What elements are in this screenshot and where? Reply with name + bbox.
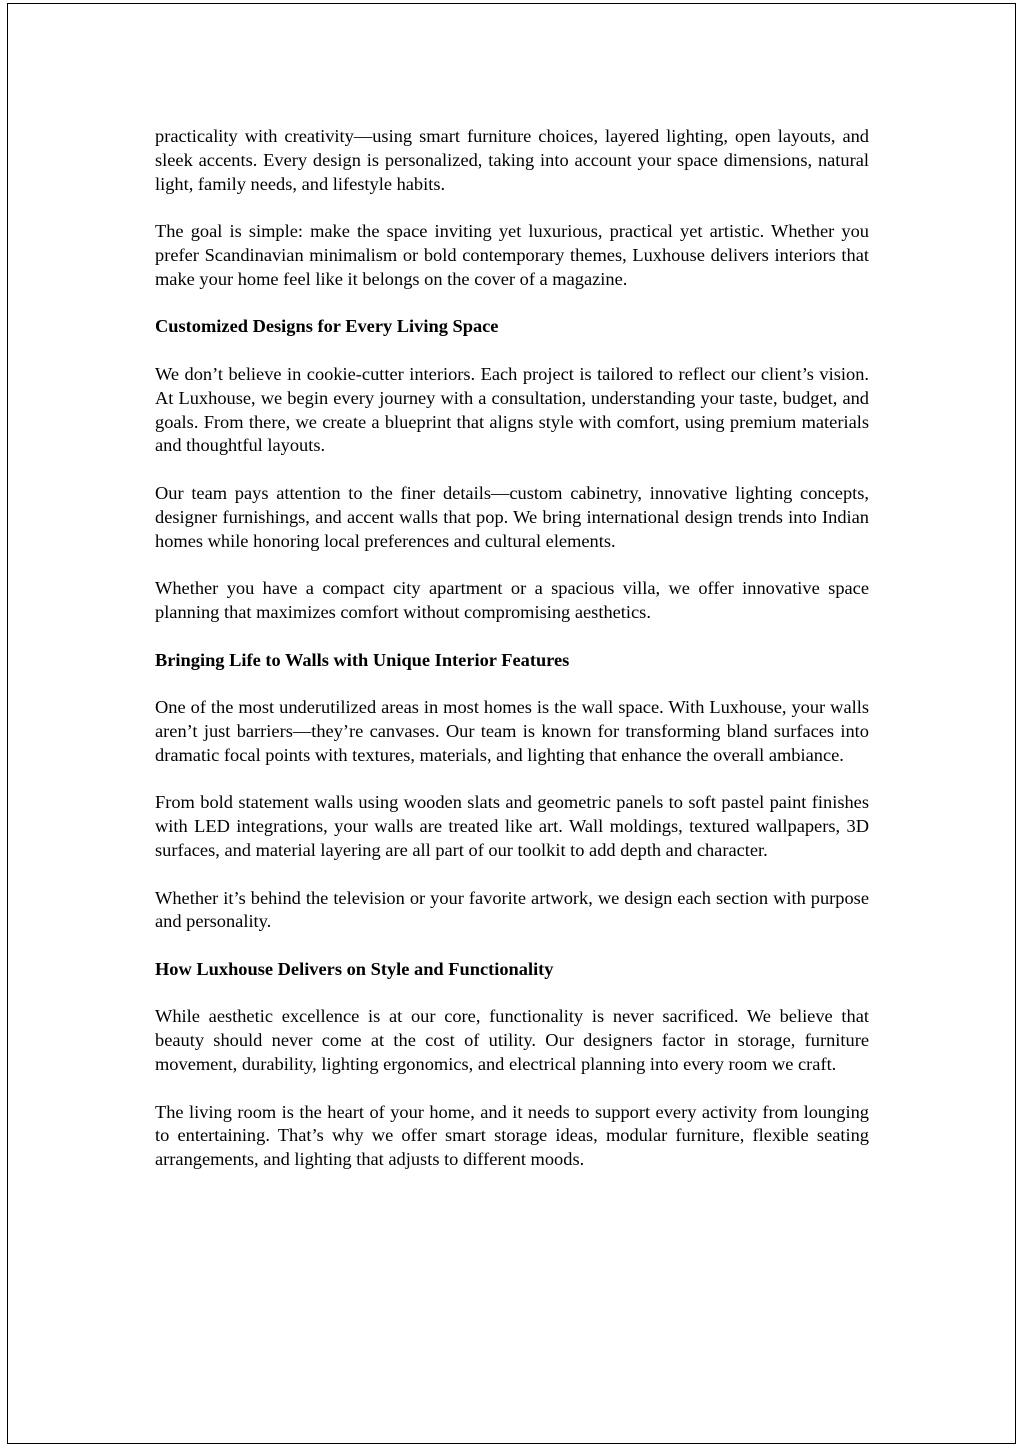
paragraph: practicality with creativity—using smart furniture choices, layered lighting, open layouts, and sleek accents. Every design is personalized, taking into account your space dimensions, natural light, family needs, and lifestyle habits. [155, 126, 869, 194]
document-body [155, 125, 869, 1196]
paragraph: The living room is the heart of your home, and it needs to support every activity from lounging to entertaining. That’s why we offer smart storage ideas, modular furniture, flexible seating arrangements, and lighting that adjusts to different moods. [155, 1101, 869, 1170]
section-heading: Bringing Life to Walls with Unique Interior Features [155, 649, 570, 670]
paragraph: Our team pays attention to the finer details—custom cabinetry, innovative lighting concepts, designer furnishings, and accent walls that pop. We bring international design trends into Indian homes while honoring local preferences and cultural elements. [155, 482, 869, 551]
paragraph: Whether it’s behind the television or your favorite artwork, we design each section with purpose and personality. [155, 887, 869, 932]
paragraph: The goal is simple: make the space inviting yet luxurious, practical yet artistic. Whether you prefer Scandinavian minimalism or bold contemporary themes, Luxhouse delivers interiors that make your home feel like it belongs on the cover of a magazine. [155, 221, 869, 289]
paragraph: We don’t believe in cookie-cutter interiors. Each project is tailored to reflect our client’s vision. At Luxhouse, we begin every journey with a consultation, understanding your taste, budget, and goals. From there, we create a blueprint that aligns style with comfort, using premium materials and thoughtful layouts. [155, 363, 869, 456]
paragraph: One of the most underutilized areas in most homes is the wall space. With Luxhouse, your walls aren’t just barriers—they’re canvases. Our team is known for transforming bland surfaces into dramatic focal points with textures, materials, and lighting that enhance the overall ambiance. [155, 697, 869, 765]
paragraph: While aesthetic excellence is at our core, functionality is never sacrificed. We believe that beauty should never come at the cost of utility. Our designers factor in storage, furniture movement, durability, lighting ergonomics, and electrical planning into every room we craft. [155, 1006, 869, 1075]
section-heading: How Luxhouse Delivers on Style and Functionality [155, 958, 554, 979]
section-heading: Customized Designs for Every Living Space [155, 316, 499, 337]
paragraph: Whether you have a compact city apartment or a spacious villa, we offer innovative space planning that maximizes comfort without compromising aesthetics. [155, 578, 869, 622]
paragraph: From bold statement walls using wooden slats and geometric panels to soft pastel paint finishes with LED integrations, your walls are treated like art. Wall moldings, textured wallpapers, 3D surfaces, and material layering are all part of our toolkit to add depth and character. [155, 792, 869, 860]
